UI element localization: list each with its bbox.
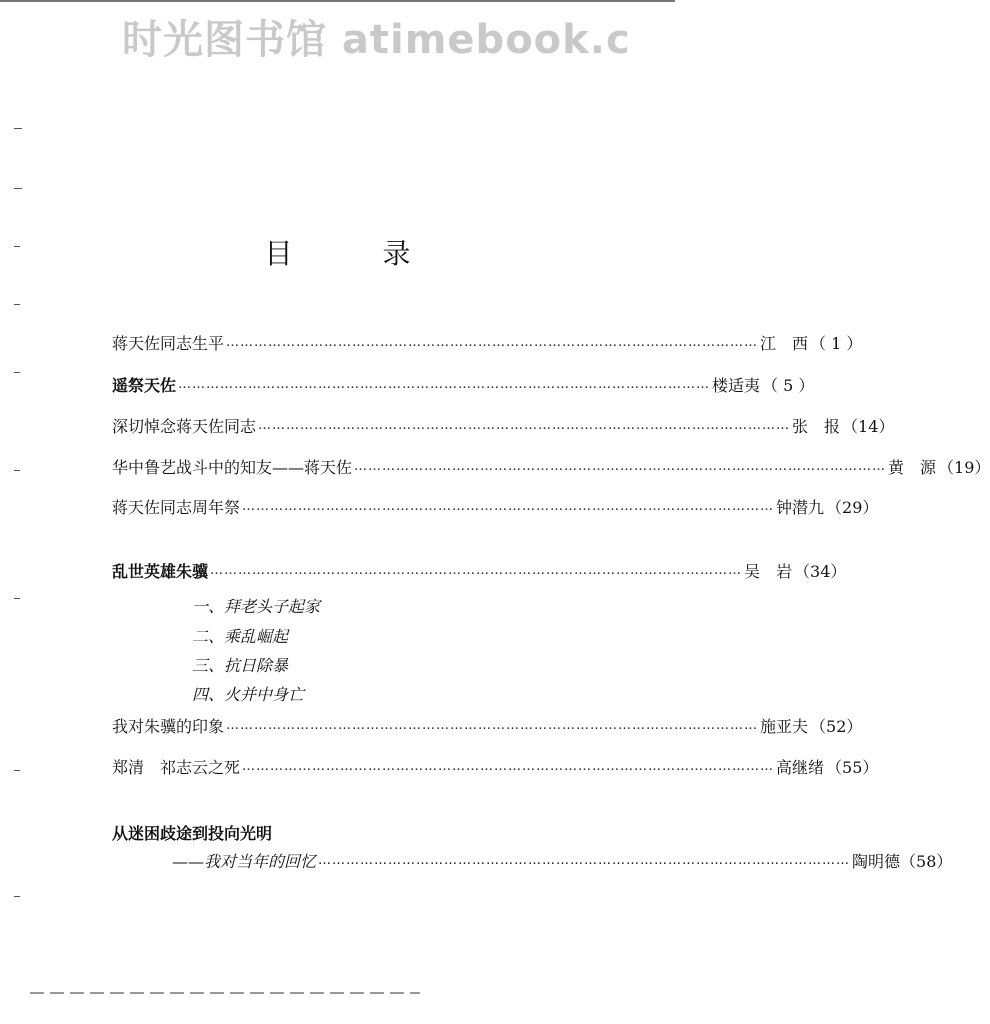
scan-noise-line <box>30 992 420 994</box>
entry-page: （19） <box>938 457 990 477</box>
leader-dots: …………………………………………………………………………………………………… <box>242 498 775 514</box>
leader-dots: …………………………………………………………………………………………………… <box>210 562 743 578</box>
subsection-item: 四、火并中身亡 <box>192 685 305 704</box>
leader-dots: …………………………………………………………………………………………………… <box>258 417 791 433</box>
entry-author: 施亚夫 <box>760 716 809 736</box>
entry-page: （55） <box>826 757 879 777</box>
page-title <box>0 232 675 272</box>
entry-page: （34） <box>794 561 847 581</box>
entry-page: （ 1 ） <box>810 333 863 353</box>
leader-dots: …………………………………………………………………………………………………… <box>226 334 759 350</box>
entry-title: 我对朱骥的印象 <box>112 716 225 736</box>
scan-mark <box>14 470 20 471</box>
entry-subtitle: ——我对当年的回忆 <box>172 851 317 871</box>
entry-author: 钟潜九 <box>776 497 825 517</box>
leader-dots: …………………………………………………………………………………………………… <box>242 758 775 774</box>
entry-author: 楼适夷 <box>712 375 761 395</box>
toc-entry <box>112 330 863 354</box>
toc-entry <box>172 848 953 872</box>
toc-entry <box>112 494 879 518</box>
scan-mark <box>14 188 22 189</box>
entry-page: （58） <box>900 851 953 871</box>
scan-mark <box>14 598 20 599</box>
entry-author: 张 报 <box>792 416 841 436</box>
entry-title: 乱世英雄朱骥 <box>112 561 209 581</box>
entry-title: 华中鲁艺战斗中的知友——蒋天佐 <box>112 457 353 477</box>
top-border-line <box>0 0 675 2</box>
section-heading: 从迷困歧途到投向光明 <box>112 824 273 843</box>
title-char-left: 目 <box>264 237 293 270</box>
watermark: 时光图书馆 atimebook.c <box>122 17 631 63</box>
entry-title: 蒋天佐同志生平 <box>112 333 225 353</box>
entry-author: 吴 岩 <box>744 561 793 581</box>
entry-page: （29） <box>826 497 879 517</box>
entry-author: 陶明德 <box>852 851 901 871</box>
leader-dots: …………………………………………………………………………………………………… <box>354 458 887 474</box>
scan-mark <box>14 246 20 247</box>
toc-entry <box>112 454 990 478</box>
toc-entry <box>112 413 895 437</box>
scan-mark <box>14 372 20 373</box>
scan-mark <box>14 304 20 305</box>
toc-entry <box>112 372 815 396</box>
toc-entry <box>112 754 879 778</box>
subsection-item: 一、拜老头子起家 <box>192 597 321 616</box>
entry-page: （ 5 ） <box>762 375 815 395</box>
toc-entry <box>112 558 847 582</box>
entry-title: 蒋天佐同志周年祭 <box>112 497 241 517</box>
leader-dots: …………………………………………………………………………………………………… <box>318 852 851 868</box>
subsection-item: 二、乘乱崛起 <box>192 627 289 646</box>
entry-title: 深切悼念蒋天佐同志 <box>112 416 257 436</box>
toc-entry <box>112 713 863 737</box>
leader-dots: …………………………………………………………………………………………………… <box>226 717 759 733</box>
title-char-right: 录 <box>382 237 411 270</box>
scan-mark <box>14 770 20 771</box>
entry-author: 高继绪 <box>776 757 825 777</box>
entry-page: （14） <box>842 416 895 436</box>
entry-title: 郑清 祁志云之死 <box>112 757 241 777</box>
entry-title: 遥祭天佐 <box>112 375 177 395</box>
entry-author: 江 西 <box>760 333 809 353</box>
scan-mark <box>14 128 22 129</box>
leader-dots: …………………………………………………………………………………………………… <box>178 376 711 392</box>
scan-mark <box>14 896 20 897</box>
entry-author: 黄 源 <box>888 457 937 477</box>
entry-page: （52） <box>810 716 863 736</box>
subsection-item: 三、抗日除暴 <box>192 656 289 675</box>
